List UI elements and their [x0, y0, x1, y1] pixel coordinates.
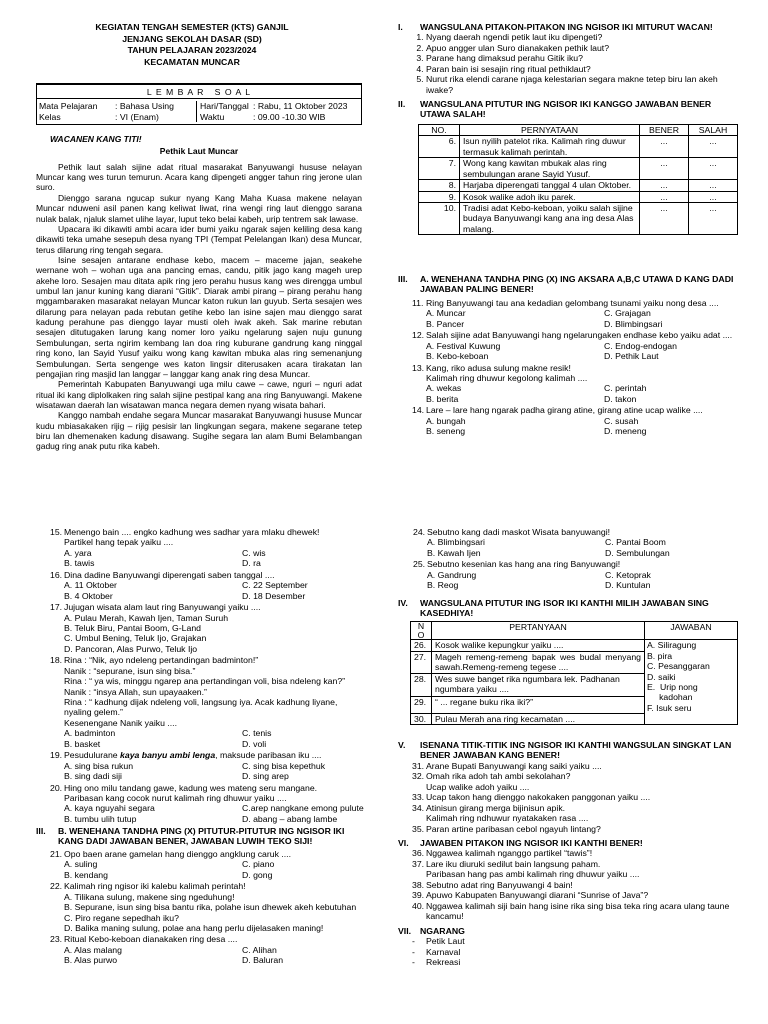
table-row: 10. Tradisi adat Kebo-keboan, yoiku salah sijine budaya Banyuwangi kang ana ing desa Alas malang. ... ...	[419, 202, 738, 234]
section-5-heading: V. ISENANA TITIK-TITIK ING NGISOR IKI KANTHI WANGSULAN SINGKAT LAN BENER JAWABAN KANG BENER!	[398, 740, 732, 761]
answer-options[interactable]: A. Gandrung C. Ketoprak B. Reog D. Kuntulan	[427, 569, 651, 591]
answer-options[interactable]: A. Alas malang C. Alihan B. Alas purwo D. Baluran	[64, 944, 284, 966]
table-row: 8. Harjaba diperengati tanggal 4 ulan Oktober. ... ...	[419, 180, 738, 191]
true-answer-blank[interactable]: ...	[640, 158, 689, 180]
answer-options[interactable]: A. suling C. piano B. kendang D. gong	[64, 859, 275, 880]
section-3a	[398, 274, 743, 437]
question-item: 36. Nggawea kalimah nganggo partikel “tawis”!	[412, 848, 593, 859]
class-value: : VI (Enam)	[115, 112, 197, 122]
answer-options[interactable]: A. 11 Oktober C. 22 September B. 4 Oktober D. 18 Desember	[64, 580, 308, 601]
question-item: 34. Atinisun girang merga bijinisun apik. Kalimah ring ndhuwur nyatakaken rasa ....	[412, 802, 589, 824]
question-item: 23. Ritual Kebo-keboan dianakaken ring desa .... A. Alas malang C. Alihan B. Alas purwo D. Baluran	[50, 934, 366, 965]
exam-header	[36, 22, 348, 69]
col-question: PERTANYAAN	[432, 621, 645, 639]
sheet-title: L E M B A R S O A L	[36, 85, 362, 99]
reading-passage	[36, 134, 362, 452]
section-3a-heading: III. A. WENEHANA TANDHA PING (X) ING AKSARA A,B,C UTAWA D KANG DADI JAWABAN PALING BENER!	[398, 274, 734, 295]
answer-choices: A. Siliragung B. pira C. Pesanggaran D. saiki E. Urip nong kadohan F. Isuk seru	[645, 640, 738, 725]
col-no: N O	[411, 621, 432, 639]
table-row: 27. Mageh remeng-remeng bapak wes budal menyang sawah.Remeng-remeng tegese ....	[411, 651, 738, 673]
table-row: 30. Pulau Merah ana ring kecamatan ....	[411, 713, 738, 724]
question-item: 14. Lare – lare hang ngarak padha girang atine, girang atine ucap walike .... A. bungah C. susah B. seneng D. meneng	[412, 405, 743, 436]
reading-paragraph: Upacara iki dikawiti ambi acara ider bumi yaiku ngarak sajen keliling desa kang dikawiti teka umahe sesepuh desa nyang TPI (Tempat Pelelangan Ikan) desa Muncar, terus dilarung ring tengah segara.	[36, 223, 362, 255]
question-item: 12. Salah sijine adat Banyuwangi hang ngelarungaken endhase kebo yaiku adat .... A. Festival Kuwung C. Endog-endogan B. Kebo-keboan D. Pethik Laut	[412, 330, 743, 361]
list-item: 4. Paran bain isi sesajin ring ritual pethiklaut?	[426, 64, 743, 74]
table-row: 9. Kosok walike adoh iku parek. ... ...	[419, 191, 738, 202]
section-1-list	[398, 32, 743, 95]
question-item: 32. Omah rika adoh tah ambi sekolahan? Ucap walike adoh yaiku ....	[412, 771, 571, 792]
reading-paragraph: Pemerintah Kabupaten Banyuwangi uga milu cawe – cawe, nguri – nguri adat ritual iki kang diplolkaken ring salah sijine pestipal kang ana ring Banyuwangi. Makene wisatawan daerah lan wisatawan manca negara demen nyang wisata bahari.	[36, 379, 362, 410]
section-7	[398, 926, 743, 968]
section-6-heading: VI. JAWABEN PITAKON ING NGISOR IKI KANTHI BENER!	[398, 838, 643, 848]
col-statement: PERNYATAAN	[460, 124, 640, 135]
reading-paragraph: Isine sesajen antarane endhase kebo, macem – maceme jajan, seakehe wernane woh – wohan uga ana pancing emas, candu, pitik jago kang mageh urep akehe loro. Sesajen mau ditata apik ring jero perahu husus kang wes direngga umbul umbul lan janur kuning kang diarani “Gitik”. Diarak ambi pirang – pirang perahu hang mggambaraken masarakat nelayan Muncar katon rukun lan guyub. Serta sesajen wes dilarung para nelayan pada rebutan getihe kebo lan isine sajen mau dienggo sarat kadung perahune pas dienggo layar musti oleh iwak akeh. Sak marine rebutan sesajen ditutugaken larung kang nomer loro yaiku ngelarung sajen nuju gunung Sembulungan, serta ngirim kembang lan doa ring kuburane gandrung kang ninggal ring kono, lan Sayid Yusuf yaiku wong kang kawitan mbuka alas ring semenanjung Sembulungan. Serta sengenge wes katon lingsir diterusaken acara tirakatan lan pengajian ring masjid lan langgar – langgar kang anak ring desa Muncar.	[36, 254, 362, 379]
answer-options[interactable]: A. sing bisa rukun C. sing bisa kepethuk B. sing dadi siji D. sing arep	[64, 760, 326, 782]
col-false: SALAH	[689, 124, 738, 135]
answer-options[interactable]: A. Blimbingsari C. Pantai Boom B. Kawah Ijen D. Sembulungan	[427, 537, 670, 558]
question-item: 13. Kang, riko adusa sulung makne resik! Kalimah ring dhuwur kegolong kalimah .... A. wekas C. perintah B. berita D. takon	[412, 363, 743, 405]
col-answer: JAWABAN	[645, 621, 738, 639]
true-false-table	[418, 124, 738, 235]
col-true: BENER	[640, 124, 689, 135]
table-row: 29. “ ... regane buku rika iki?”	[411, 696, 738, 713]
answer-options[interactable]: A. yara C. wis B. tawis D. ra	[64, 547, 266, 569]
section-4	[398, 598, 743, 725]
answer-options[interactable]: A. badminton C. tenis B. basket D. voli	[64, 728, 272, 749]
exam-info-box	[36, 83, 362, 125]
time-value: : 09.00 -10.30 WIB	[253, 111, 326, 122]
list-item: 1. Nyang daerah ngendi petik laut iku dipengeti?	[426, 32, 743, 42]
table-row: 7. Wong kang kawitan mbukak alas ring sembulungan arane Sayid Yusuf. ... ...	[419, 158, 738, 180]
info-grid	[36, 99, 362, 125]
false-answer-blank[interactable]: ...	[689, 136, 738, 158]
matching-table	[410, 621, 738, 725]
section-2-heading: II. WANGSULANA PITUTUR ING NGISOR IKI KANGGO JAWABAN BENER UTAWA SALAH!	[398, 99, 712, 120]
question-item: 11. Ring Banyuwangi tau ana kedadian gelombang tsunami yaiku nong desa .... A. Muncar C. Grajagan B. Pancer D. Blimbingsari	[412, 298, 743, 329]
time-label: Waktu	[200, 111, 225, 122]
answer-options[interactable]: A. Festival Kuwung C. Endog-endogan B. Kebo-keboan D. Pethik Laut	[426, 340, 677, 362]
question-item: 33. Ucap takon hang dienggo nakokaken panggonan yaiku ....	[412, 792, 651, 803]
section-2	[398, 99, 743, 235]
date-value: : Rabu, 11 Oktober 2023	[253, 101, 348, 112]
false-answer-blank[interactable]: ...	[689, 191, 738, 202]
class-label: Kelas	[39, 111, 61, 122]
reading-heading: WACANEN KANG TITI!	[50, 134, 142, 144]
header-line-2: JENJANG SEKOLAH DASAR (SD)	[122, 33, 262, 44]
date-label: Hari/Tanggal	[200, 101, 249, 112]
reading-paragraph: Pethik laut salah sijine adat ritual masarakat Banyuwangi hususe nelayan Muncar kang wes turun temurun. Acara kang dipengeti angger tahun ring jerone ulan suro.	[36, 161, 362, 193]
section-4-heading: IV. WANGSULANA PITUTUR ING ISOR IKI KANTHI MILIH JAWABAN SING KASEDHIYA!	[398, 598, 709, 619]
answer-options[interactable]: A. Pulau Merah, Kawah Ijen, Taman Suruh B. Teluk Biru, Pantai Boom, G-Land C. Umbul Bening, Teluk Ijo, Grajakan D. Pancoran, Alas Purwo, Teluk Ijo	[64, 612, 229, 654]
section-1	[398, 22, 743, 95]
answer-options[interactable]: A. wekas C. perintah B. berita D. takon	[426, 383, 647, 404]
section-7-heading: VII. NGARANG	[398, 926, 465, 936]
question-item: 35. Paran artine paribasan cebol ngayuh lintang?	[412, 823, 601, 834]
question-item: 15. Menengo bain .... engko kadhung wes sadhar yara mlaku dhewek! Partikel hang tepak yaiku .... A. yara C. wis B. tawis D. ra	[50, 527, 365, 569]
col-no: NO.	[419, 124, 460, 135]
section-3b-heading: III. B. WENEHANA TANDHA PING (X) PITUTUR-PITUTUR ING NGISOR IKI KANG DADI JAWABAN BENER, JAWABAN LUWIH TEKO SIJI!	[36, 826, 345, 847]
question-item: 19. Pesudulurane kaya banyu ambi lenga, maksude paribasan iku .... A. sing bisa rukun C. sing bisa kepethuk B. sing dadi siji D. sing arep	[50, 750, 365, 781]
question-item: 18. Rina : “Nik, ayo ndeleng pertandingan badminton!” Nanik : “sepurane, isun sing bisa.” Rina : “ ya wis, minggu ngarep ana pertandingan voli, bisa ndeleng kan?” Nanik : “insya Allah, sun upayaaken.” Rina : “ kadhung dijak ndeleng voli, langsung iya. Acak kadhung liyane, nyaling gelem.” Kesenengane Nanik yaiku .... A. badminton C. tenis B. basket D. voli	[50, 655, 365, 749]
reading-paragraph: Kanggo nambah endahe segara Muncar masarakat Banyuwangi hususe Muncar kudu mbiasakaken rijig – rijig pesisir lan lingkungan segara, makene segarane tetep biru lan dhemenaken kadung disawang. Sugihe segara lan alam Bumi Belambangan gadug ring anak putu rika kabeh.	[36, 410, 362, 452]
list-item: - Petik Laut	[412, 936, 465, 947]
table-row: 26. Kosok walike kepungkur yaiku .... A. Siliragung B. pira C. Pesanggaran D. saiki E. Urip nong kadohan F. Isuk seru	[411, 640, 738, 651]
header-line-4: KECAMATAN MUNCAR	[144, 57, 240, 68]
answer-options[interactable]: A. Tilikana sulung, makene sing ngeduhung! B. Sepurane, isun sing bisa bantu rika, polahe isun dhewek akeh kebutuhan C. Piro regane sepedhah iku? D. Balika maning sulung, polae ana hang perlu dijelasaken maning!	[64, 891, 357, 933]
section-3a-continued	[50, 526, 365, 824]
false-answer-blank[interactable]: ...	[689, 202, 738, 234]
question-item: 39. Apuwo Kabupaten Banyuwangi diarani “Sunrise of Java”?	[412, 890, 649, 901]
true-answer-blank[interactable]: ...	[640, 136, 689, 158]
header-line-1: KEGIATAN TENGAH SEMESTER (KTS) GANJIL	[95, 22, 289, 32]
answer-options[interactable]: A. Muncar C. Grajagan B. Pancer D. Blimbingsari	[426, 308, 663, 329]
section-1-heading: I. WANGSULANA PITAKON-PITAKON ING NGISOR IKI MITURUT WACAN!	[398, 22, 713, 32]
answer-options[interactable]: A. bungah C. susah B. seneng D. meneng	[426, 415, 647, 437]
section-5	[398, 740, 743, 834]
true-answer-blank[interactable]: ...	[640, 180, 689, 191]
question-item: 25. Sebutno kesenian kas hang ana ring Banyuwangi! A. Gandrung C. Ketoprak B. Reog D. Kuntulan	[413, 559, 748, 590]
question-item: 24. Sebutno kang dadi maskot Wisata banyuwangi! A. Blimbingsari C. Pantai Boom B. Kawah Ijen D. Sembulungan	[413, 527, 748, 558]
answer-options[interactable]: A. kaya nguyahi segara C.arep nangkane emong pulute B. tumbu ulih tutup D. abang – abang lambe	[64, 803, 364, 824]
section-3b-continued	[413, 526, 748, 591]
list-item: 2. Apuo angger ulan Suro dianakaken pethik laut?	[426, 43, 743, 53]
section-3b	[36, 826, 366, 966]
question-item: 16. Dina dadine Banyuwangi diperengati saben tanggal .... A. 11 Oktober C. 22 September B. 4 Oktober D. 18 Desember	[50, 570, 365, 601]
table-row: 6. Isun nyilih patelot rika. Kalimah ring duwur termasuk kalimah perintah. ... ...	[419, 136, 738, 158]
section-6	[398, 838, 743, 922]
header-line-3: TAHUN PELAJARAN 2023/2024	[127, 45, 257, 56]
question-item: 20. Hing ono milu tandang gawe, kadung wes mateng seru mangane. Paribasan kang cocok nurut kalimah ring dhuwur yaiku .... A. kaya nguyahi segara C.arep nangkane emong pulute B. tumbu ulih tutup D. abang – abang lambe	[50, 782, 364, 824]
question-item: 40. Nggawea kalimah siji bain hang isine rika sing bisa teka ring acara ulang taune kancamu!	[412, 900, 730, 922]
false-answer-blank[interactable]: ...	[689, 180, 738, 191]
table-row: 28. Wes suwe banget rika ngumbara lek. Padhanan ngumbara yaiku ....	[411, 673, 738, 696]
question-item: 17. Jujugan wisata alam laut ring Banyuwangi yaiku .... A. Pulau Merah, Kawah Ijen, Taman Suruh B. Teluk Biru, Pantai Boom, G-Land C. Umbul Bening, Teluk Ijo, Grajakan D. Pancoran, Alas Purwo, Teluk Ijo	[50, 602, 365, 654]
list-item: 3. Parane hang dimaksud perahu Gitik iku?	[426, 53, 743, 63]
list-item: 5. Nurut rika elendi carane njaga kelestarian segara makne tetep biru lan akeh iwake?	[426, 74, 743, 95]
true-answer-blank[interactable]: ...	[640, 202, 689, 234]
subject-value: : Bahasa Using	[115, 101, 197, 111]
question-item: 31. Arane Bupati Banyuwangi kang saiki yaiku ....	[412, 760, 602, 771]
reading-paragraph: Dienggo sarana ngucap sukur nyang Kang Maha Kuasa makene nelayan Muncar nduweni asil panen kang keliwat liwat, rina wengi ring laut dienggo sarana nulak balak, njaluk slamet ulihe layar, luput teko belai kabeh, urip tentrem sak lawase.	[36, 192, 362, 224]
question-item: 22. Kalimah ring ngisor iki kalebu kalimah perintah! A. Tilikana sulung, makene sing ngeduhung! B. Sepurane, isun sing bisa bantu rika, polahe isun dhewek akeh kebutuhan C. Piro regane sepedhah iku? D. Balika maning sulung, polae ana hang perlu dijelasaken maning!	[50, 881, 366, 933]
question-item: 37. Lare iku diuruki sedilut bain langsung paham. Paribasan hang pas ambi kalimah ring dhuwur yaiku ....	[412, 858, 640, 880]
list-item: - Rekreasi	[412, 957, 461, 968]
question-item: 21. Opo baen arane gamelan hang dienggo angklung caruk .... A. suling C. piano B. kendang D. gong	[50, 849, 366, 880]
false-answer-blank[interactable]: ...	[689, 158, 738, 180]
question-item: 38. Sebutno adat ring Banyuwangi 4 bain!	[412, 879, 573, 890]
list-item: - Karnaval	[412, 946, 461, 957]
reading-title: Pethik Laut Muncar	[159, 146, 239, 157]
subject-label: Mata Pelajaran	[39, 101, 98, 112]
true-answer-blank[interactable]: ...	[640, 191, 689, 202]
